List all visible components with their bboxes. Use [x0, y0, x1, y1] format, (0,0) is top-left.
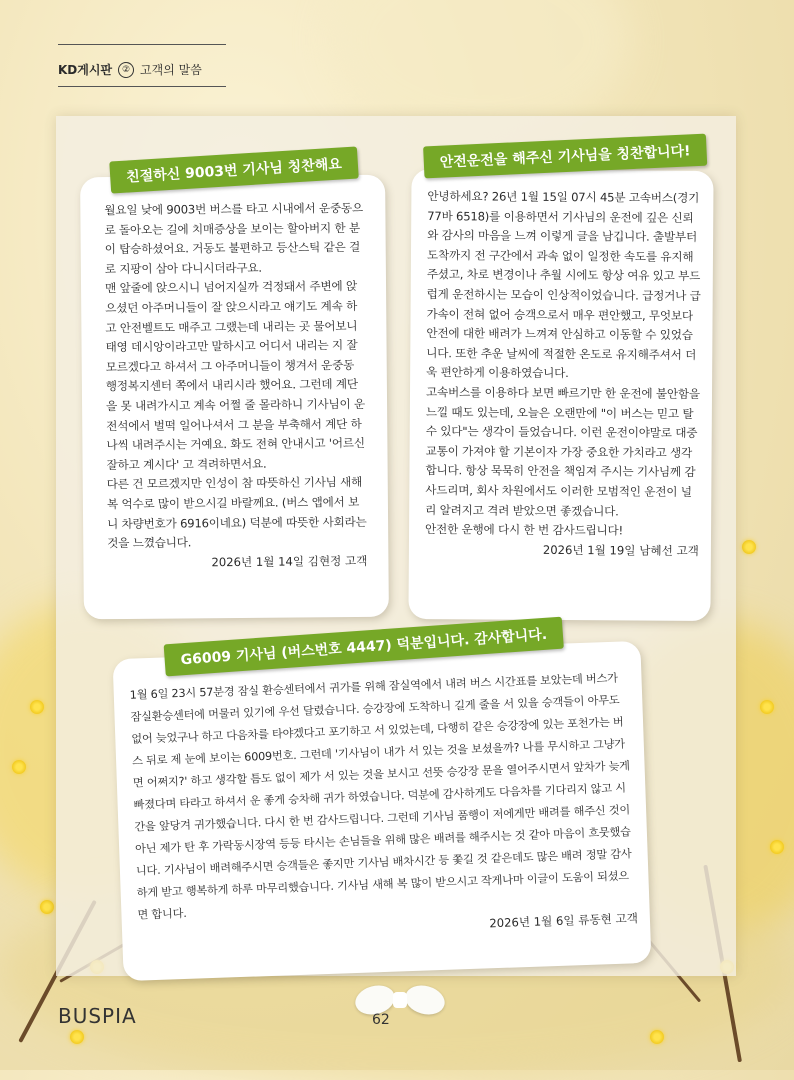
flower-decoration — [770, 840, 784, 854]
letter-title: 친절하신 9003번 기사님 칭찬해요 — [109, 146, 358, 193]
letter-signature: 2026년 1월 6일 류동현 고객 — [489, 911, 639, 931]
letter-body — [425, 187, 701, 542]
letter-signature: 2026년 1월 14일 김현정 고객 — [211, 553, 368, 569]
letter-paragraph: 1월 6일 23시 57분경 잠실 환승센터에서 귀가를 위해 잠실역에서 내려 버스 시간표를 보았는데 버스가 잠실환승센터에 머물러 있기에 우선 달렸습니다. 승강장에 도착하니 길게 줄을 서 있을 승객들이 아무도 없어 늦었구나 하고 다음차를 타야겠다고 포기하고 서 있었는데, 다행히 같은 승강장에 있는 포천가는 버스 뒤로 제 눈에 보이는 6009번호. 그런데 '기사님이 내가 서 있는 것을 보셨을까? 나를 무시하고 그냥가면 어쩌지?' 하고 생각할 틈도 없이 제가 서 있는 것을 보시고 선뜻 승강장 문을 열어주시면서 앞차가 늦게 빠졌다며 타라고 하셔서 운 좋게 승차해 귀가 하였습니다. 덕분에 감사하게도 다음차를 기다리지 않고 시간을 앞당겨 귀가했습니다. 다시 한 번 감사드립니다. 그런데 기사님 품행이 저에게만 배려를 해주신 것이 아닌 제가 탄 후 가락동시장역 등등 타시는 손님들을 위해 많은 배려를 해주시는 것 같아 마음이 흐뭇했습니다. 기사님이 배려해주시면 승객들은 좋지만 기사님 배차시간 등 쫓길 것 같은데도 많은 배려 정말 감사하게 받고 행복하게 하루 마무리했습니다. 기사님 새해 복 많이 받으시고 작게나마 이글이 도움이 되셨으면 합니다. — [129, 671, 632, 922]
letter-paragraph: 다른 건 모르겠지만 인성이 참 따뜻하신 기사님 새해 복 억수로 많이 받으시길 바랄께요. (버스 앱에서 보니 차량번호가 6916이네요) 덕분에 따뜻한 사회라는 것을 느꼈습니다. — [106, 475, 367, 551]
flower-decoration — [12, 760, 26, 774]
header-rule — [58, 86, 226, 87]
letter-title: G6009 기사님 (버스번호 4447) 덕분입니다. 감사합니다. — [164, 617, 564, 677]
letter-body — [104, 199, 367, 554]
letter-card — [80, 156, 389, 620]
letter-card — [408, 143, 713, 621]
letter-paragraph: 월요일 낮에 9003번 버스를 타고 시내에서 운중동으로 돌아오는 길에 치매증상을 보이는 할아버지 한 분이 탑승하셨어요. 거동도 불편하고 등산스틱 같은 걸로 지팡이 삼아 다니시더라구요. — [104, 200, 364, 276]
letter-paragraph: 안녕하세요? 26년 1월 15일 07시 45분 고속버스(경기77바 6518)를 이용하면서 기사님의 운전에 깊은 신뢰와 감사의 마음을 느껴 이렇게 글을 남깁니다. 출발부터 도착까지 전 구간에서 과속 없이 일정한 속도를 유지해 주셨고, 차로 변경이나 추월 시에도 항상 여유 있고 부드럽게 운전하시는 모습이 인상적이었습니다. 급정거나 급가속이 전혀 없어 승객으로서 매우 편안했고, 무엇보다 안전에 대한 배려가 느껴져 안심하고 이동할 수 있었습니다. 또한 추운 날씨에 적절한 온도로 유지해주셔서 더욱 편안하게 이용하였습니다. — [426, 189, 701, 381]
flower-decoration — [760, 700, 774, 714]
page-number: 62 — [372, 1012, 390, 1028]
letter-paragraph: 안전한 운행에 다시 한 번 감사드립니다! — [425, 522, 623, 538]
letter-signature: 2026년 1월 19일 남혜선 고객 — [542, 542, 699, 558]
section-number: ② — [118, 62, 134, 78]
letter-card — [113, 626, 652, 981]
flower-decoration — [30, 700, 44, 714]
ribbon-bow-decoration — [355, 980, 445, 1020]
header-rule — [58, 44, 226, 45]
magazine-logo: BUSPIA — [58, 1004, 137, 1028]
letter-body — [129, 667, 637, 926]
board-name: KD게시판 — [58, 63, 113, 77]
section-header — [58, 44, 226, 87]
section-title: 고객의 말씀 — [140, 63, 202, 77]
letter-paragraph: 고속버스를 이용하다 보면 빠르기만 한 운전에 불안함을 느낄 때도 있는데, 오늘은 오랜만에 "이 버스는 믿고 탈 수 있다"는 생각이 들었습니다. 이런 운전이야말로 대중교통이 가져야 할 기본이자 가장 중요한 가치라고 생각합니다. 항상 묵묵히 안전을 책임져 주시는 기사님께 감사드리며, 회사 차원에서도 이러한 모범적인 운전이 널리 알려지고 격려 받았으면 좋겠습니다. — [425, 384, 700, 518]
flower-decoration — [70, 1030, 84, 1044]
flower-decoration — [40, 900, 54, 914]
letter-paragraph: 맨 앞줄에 앉으시니 넘어지실까 걱정돼서 주변에 앉으셨던 아주머니들이 잘 앉으시라고 얘기도 계속 하고 안전벨트도 매주고 그랬는데 내리는 곳 물어보니 태영 데시앙이라고만 말하시고 어디서 내리는 지 잘 모르겠다고 하셔서 그 아주머니들이 챙겨서 운중동 행정복지센터 쪽에서 내리시라 했어요. 그런데 계단을 못 내려가시고 계속 어쩔 줄 몰라하니 기사님이 운전석에서 벌떡 일어나셔서 그 분을 부축해서 계단 하나씩 내려주시는 거예요. 화도 전혀 안내시고 '어르신 잘하고 계시다' 고 격려하면서요. — [104, 279, 366, 472]
flower-decoration — [742, 540, 756, 554]
flower-decoration — [650, 1030, 664, 1044]
letter-title: 안전운전을 해주신 기사님을 칭찬합니다! — [423, 134, 707, 179]
